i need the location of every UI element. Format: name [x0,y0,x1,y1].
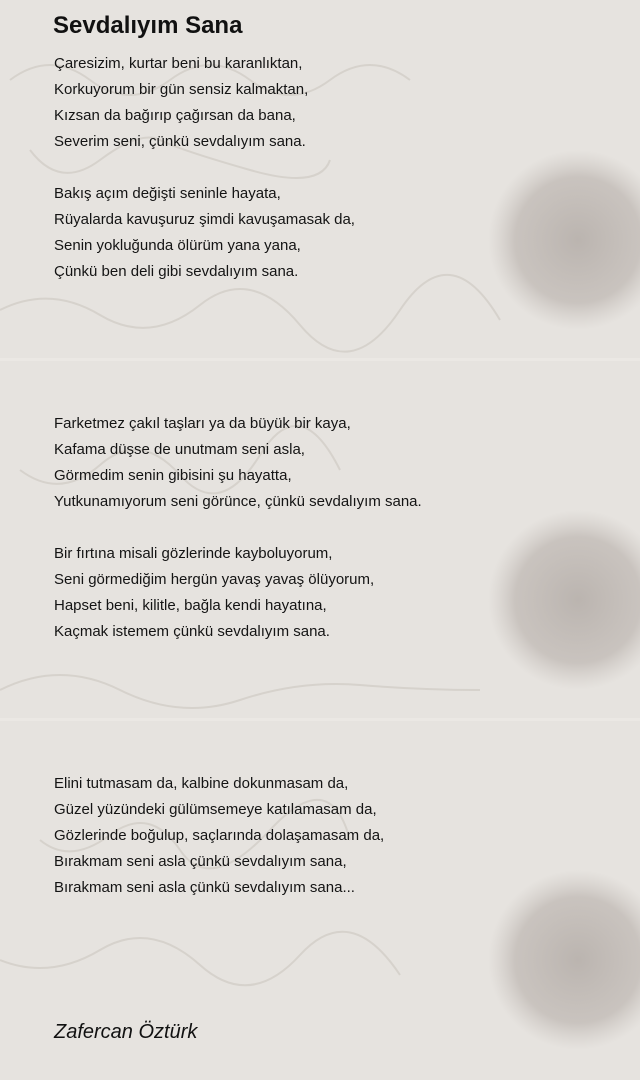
stanza-3 [54,411,422,515]
verse-line: Bakış açım değişti seninle hayata, [54,185,281,202]
verse-line: Severim seni, çünkü sevdalıyım sana. [54,133,306,150]
verse-line: Rüyalarda kavuşuruz şimdi kavuşamasak da, [54,211,355,228]
verse-line: Kızsan da bağırıp çağırsan da bana, [54,107,296,124]
verse-line: Bırakmam seni asla çünkü sevdalıyım sana, [54,853,347,870]
verse-line: Güzel yüzündeki gülümsemeye katılamasam da, [54,801,377,818]
verse-line: Korkuyorum bir gün sensiz kalmaktan, [54,81,309,98]
verse-line: Hapset beni, kilitle, bağla kendi hayatına, [54,597,327,614]
verse-line: Görmedim senin gibisini şu hayatta, [54,467,292,484]
stanza-5 [54,771,384,901]
verse-line: Seni görmediğim hergün yavaş yavaş ölüyorum, [54,571,375,588]
verse-line: Farketmez çakıl taşları ya da büyük bir kaya, [54,415,351,432]
stanza-1 [54,51,308,155]
verse-line: Yutkunamıyorum seni görünce, çünkü sevdalıyım sana. [54,493,422,510]
verse-line: Bir fırtına misali gözlerinde kayboluyorum, [54,545,333,562]
verse-line: Senin yokluğunda ölürüm yana yana, [54,237,301,254]
verse-line: Bırakmam seni asla çünkü sevdalıyım sana... [54,879,355,896]
verse-line: Çaresizim, kurtar beni bu karanlıktan, [54,55,303,72]
stanza-2 [54,181,355,285]
poem-author: Zafercan Öztürk [54,1021,198,1043]
verse-line: Kafama düşse de unutmam seni asla, [54,441,305,458]
stanza-4 [54,541,374,645]
verse-line: Gözlerinde boğulup, saçlarında dolaşamasam da, [54,827,385,844]
poem-title: Sevdalıyım Sana [53,12,243,39]
verse-line: Kaçmak istemem çünkü sevdalıyım sana. [54,623,330,640]
verse-line: Çünkü ben deli gibi sevdalıyım sana. [54,263,299,280]
verse-line: Elini tutmasam da, kalbine dokunmasam da, [54,775,349,792]
